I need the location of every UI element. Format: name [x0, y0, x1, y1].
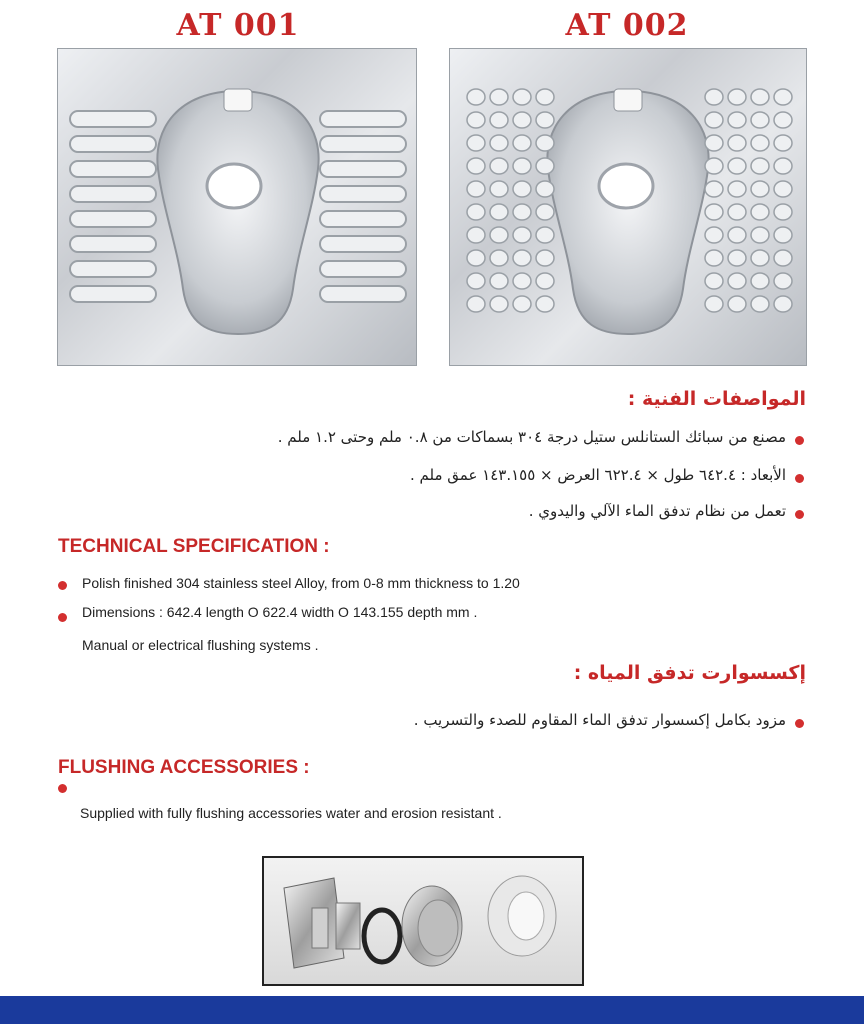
grip-dot	[774, 227, 792, 243]
grip-dot	[536, 181, 554, 197]
grip-dot	[513, 181, 531, 197]
technical-spec-item: Dimensions : 642.4 length O 622.4 width O 143.155 depth mm .	[82, 604, 478, 620]
grip-dot	[490, 296, 508, 312]
grip-dot	[536, 250, 554, 266]
grip-dot	[467, 296, 485, 312]
grip-dot	[490, 135, 508, 151]
grip-dot	[513, 158, 531, 174]
grip-dot	[490, 250, 508, 266]
grip-dot	[751, 227, 769, 243]
grip-dot	[728, 204, 746, 220]
grip-dot	[536, 296, 554, 312]
grip-dot	[705, 250, 723, 266]
grip-dot	[536, 227, 554, 243]
grip-dot	[536, 158, 554, 174]
grip-dot	[467, 250, 485, 266]
grip-dot	[774, 112, 792, 128]
grip-dot	[490, 112, 508, 128]
grip-dot	[728, 112, 746, 128]
grip-dot	[751, 273, 769, 289]
model-title-at001: AT 001	[176, 8, 300, 43]
grip-dot	[751, 204, 769, 220]
grip-dot	[705, 158, 723, 174]
grip-dot	[705, 112, 723, 128]
grip-dot	[705, 135, 723, 151]
grip-dot	[774, 135, 792, 151]
arabic-specs-heading: المواصفات الفنية :	[627, 388, 806, 410]
grip-dot	[536, 273, 554, 289]
technical-spec-heading: TECHNICAL SPECIFICATION :	[58, 536, 330, 557]
arabic-spec-item: الأبعاد : ٦٤٢.٤ طول × ٦٢٢.٤ العرض × ١٤٣.١٥٥ عمق ملم .	[409, 466, 786, 484]
grip-dot	[467, 112, 485, 128]
grip-dot	[774, 158, 792, 174]
grip-dot	[751, 158, 769, 174]
grip-dot	[705, 227, 723, 243]
technical-spec-item: Polish finished 304 stainless steel Alloy, from 0-8 mm thickness to 1.20	[82, 575, 520, 591]
grip-dot	[774, 181, 792, 197]
grip-dot	[490, 204, 508, 220]
grip-dot	[774, 204, 792, 220]
grip-dot	[513, 204, 531, 220]
grip-dot	[490, 273, 508, 289]
bullet-icon	[58, 784, 67, 793]
grip-dot	[536, 135, 554, 151]
bullet-icon	[795, 474, 804, 483]
grip-dot	[751, 250, 769, 266]
grip-dot	[705, 89, 723, 105]
grip-dot	[728, 181, 746, 197]
grip-dot	[467, 181, 485, 197]
grip-dot	[705, 273, 723, 289]
grip-dot	[467, 273, 485, 289]
grip-dot	[751, 112, 769, 128]
grip-dot	[705, 296, 723, 312]
grip-dot	[728, 273, 746, 289]
grip-dot	[513, 135, 531, 151]
grip-dot	[490, 227, 508, 243]
grip-dot	[774, 273, 792, 289]
grip-dot	[513, 250, 531, 266]
bullet-icon	[795, 436, 804, 445]
grip-dot	[774, 89, 792, 105]
grip-dot	[513, 227, 531, 243]
technical-spec-item: Manual or electrical flushing systems .	[82, 637, 319, 653]
bullet-icon	[58, 581, 67, 590]
grip-dot	[536, 204, 554, 220]
grip-dot	[490, 158, 508, 174]
grip-dot	[705, 204, 723, 220]
grip-dot	[467, 135, 485, 151]
grip-dot	[467, 89, 485, 105]
arabic-accessories-item: مزود بكامل إكسسوار تدفق الماء المقاوم للصدء والتسريب .	[413, 711, 786, 729]
bullet-icon	[795, 719, 804, 728]
arabic-accessories-heading: إكسسوارت تدفق المياه :	[573, 662, 806, 684]
grip-dot	[467, 204, 485, 220]
grip-dot	[751, 89, 769, 105]
grip-dot	[513, 89, 531, 105]
bullet-icon	[795, 510, 804, 519]
grip-dot	[774, 250, 792, 266]
footer-bar	[0, 996, 864, 1024]
grip-dot	[751, 296, 769, 312]
grip-dot	[490, 181, 508, 197]
grip-dot	[705, 181, 723, 197]
grip-dot	[774, 296, 792, 312]
grip-dot	[490, 89, 508, 105]
product-photo-at002	[449, 48, 807, 366]
grip-dot	[751, 135, 769, 151]
grip-dot	[728, 296, 746, 312]
arabic-spec-item: مصنع من سبائك الستانلس ستيل درجة ٣٠٤ بسماكات من ٠.٨ ملم وحتى ١.٢ ملم .	[277, 428, 786, 446]
bullet-icon	[58, 613, 67, 622]
grip-dot	[751, 181, 769, 197]
grip-dot	[467, 227, 485, 243]
grip-dot	[513, 273, 531, 289]
grip-dot	[467, 158, 485, 174]
grip-dot	[513, 296, 531, 312]
model-title-at002: AT 002	[565, 8, 689, 43]
grip-dot	[728, 158, 746, 174]
grip-dot	[728, 135, 746, 151]
grip-dot	[513, 112, 531, 128]
product-photo-at001	[57, 48, 417, 366]
grip-dot	[536, 89, 554, 105]
grip-dot	[536, 112, 554, 128]
accessories-photo	[262, 856, 584, 986]
grip-dot	[728, 89, 746, 105]
grip-dot	[728, 250, 746, 266]
flushing-accessories-heading: FLUSHING ACCESSORIES :	[58, 757, 310, 778]
flushing-accessories-item: Supplied with fully flushing accessories water and erosion resistant .	[80, 805, 502, 821]
arabic-spec-item: تعمل من نظام تدفق الماء الآلي واليدوي .	[528, 502, 786, 520]
grip-dot	[728, 227, 746, 243]
